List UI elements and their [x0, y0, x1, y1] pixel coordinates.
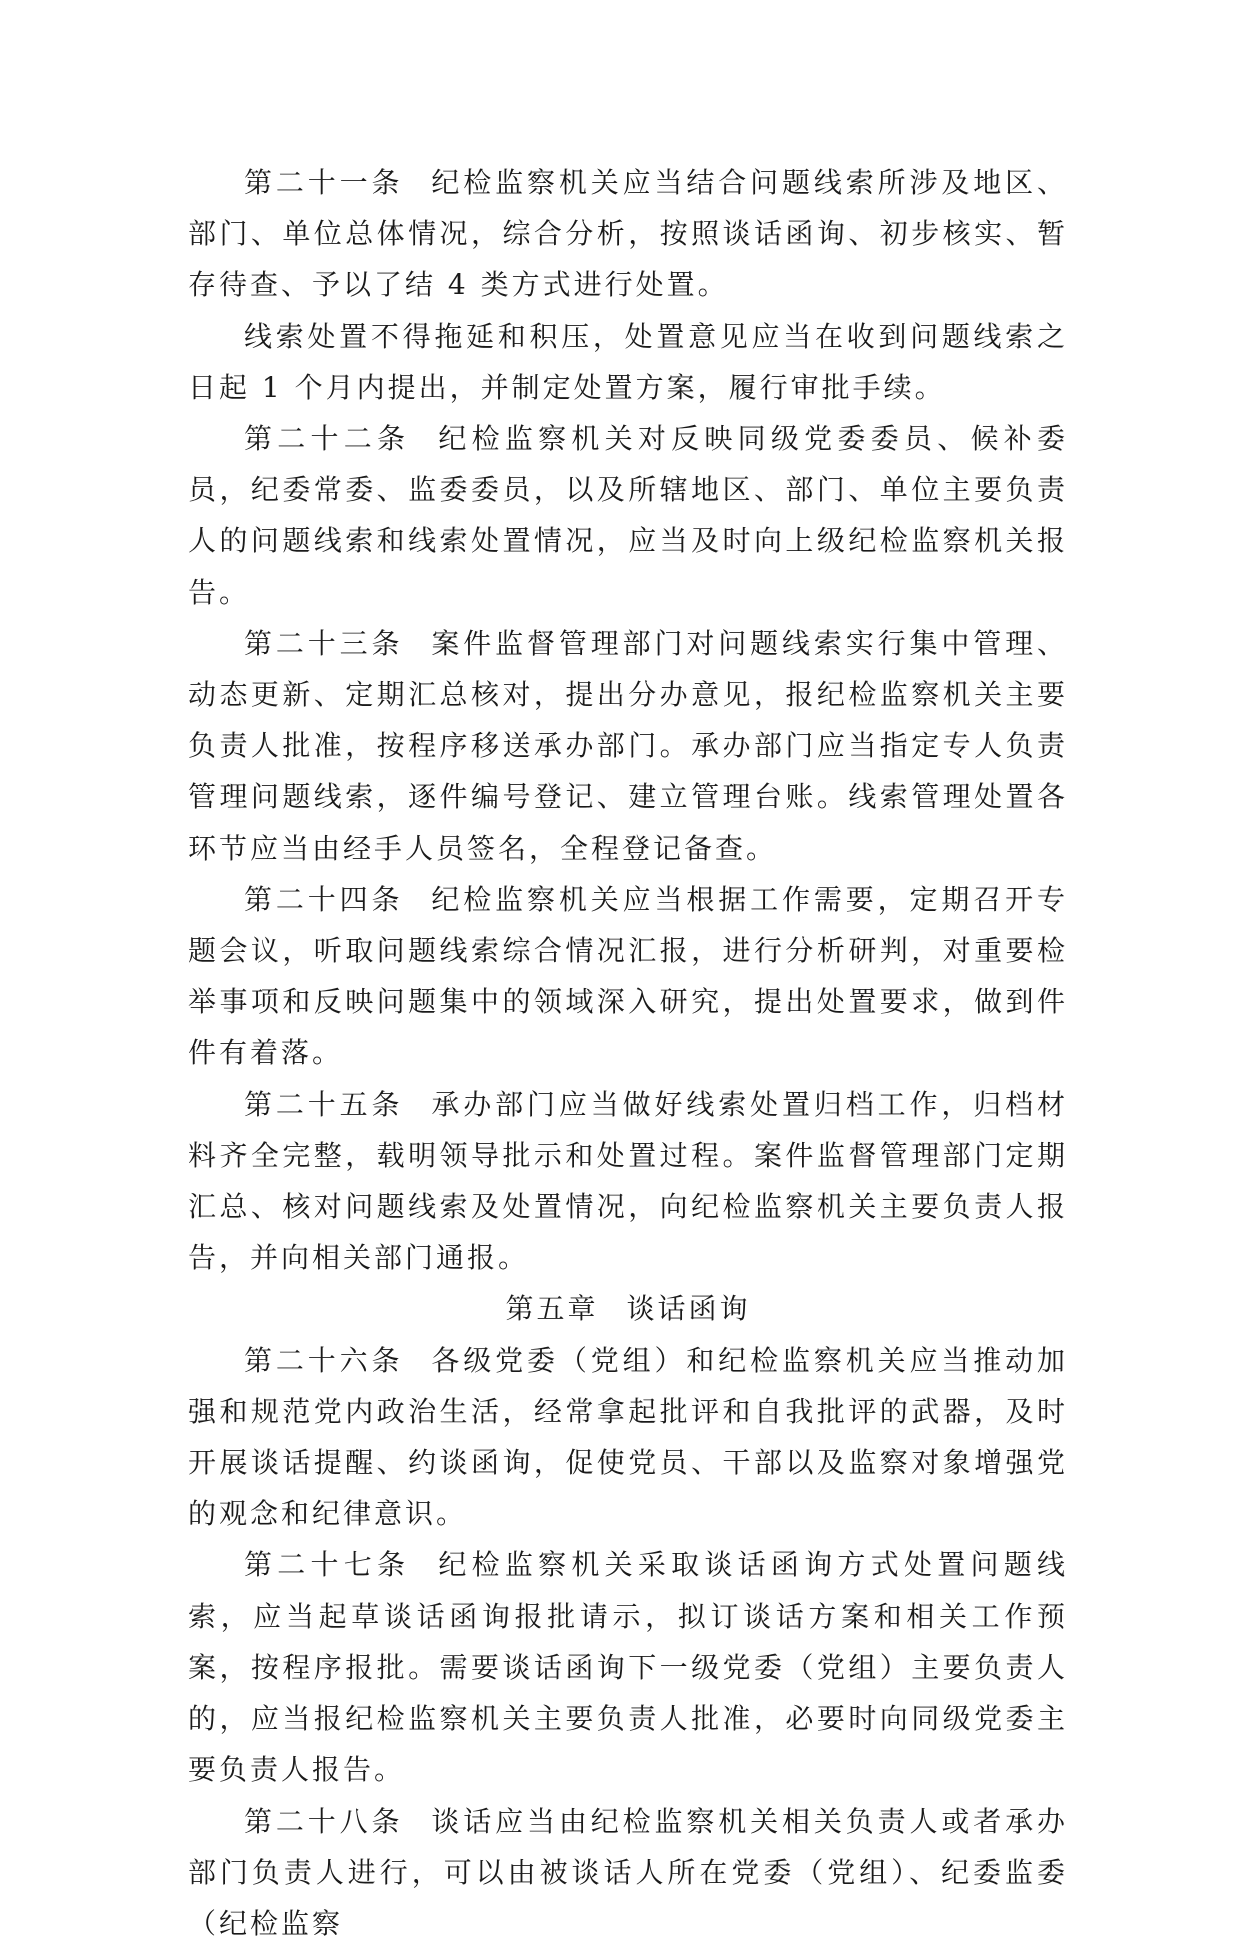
paragraph-text: 谈话应当由纪检监察机关相关负责人或者承办部门负责人进行，可以由被谈话人所在党委（党组）、纪委监委（纪检监察 [188, 1805, 1068, 1940]
paragraph-text: 各级党委（党组）和纪检监察机关应当推动加强和规范党内政治生活，经常拿起批评和自我批评的武器，及时开展谈话提醒、约谈函询，促使党员、干部以及监察对象增强党的观念和纪律意识。 [188, 1344, 1068, 1531]
chapter-title: 谈话函询 [627, 1292, 751, 1325]
paragraph-text: 纪检监察机关采取谈话函询方式处置问题线索，应当起草谈话函询报批请示，拟订谈话方案和相关工作预案，按程序报批。需要谈话函询下一级党委（党组）主要负责人的，应当报纪检监察机关主要负责人批准，必要时向同级党委主要负责人报告。 [188, 1548, 1068, 1786]
paragraph-article-21-continued [188, 311, 1068, 413]
article-number: 第二十五条 [244, 1088, 403, 1121]
paragraph-article-26 [188, 1335, 1068, 1540]
paragraph-text: 纪检监察机关应当结合问题线索所涉及地区、部门、单位总体情况，综合分析，按照谈话函询、初步核实、暂存待查、予以了结 4 类方式进行处置。 [188, 166, 1068, 301]
paragraph-article-22 [188, 413, 1068, 618]
paragraph-article-24 [188, 874, 1068, 1079]
document-body [188, 157, 1068, 1949]
chapter-heading [188, 1283, 1068, 1334]
article-number: 第二十三条 [244, 627, 403, 660]
paragraph-text: 承办部门应当做好线索处置归档工作，归档材料齐全完整，载明领导批示和处置过程。案件监督管理部门定期汇总、核对问题线索及处置情况，向纪检监察机关主要负责人报告，并向相关部门通报。 [188, 1088, 1068, 1275]
paragraph-article-25 [188, 1079, 1068, 1284]
article-number: 第二十四条 [244, 883, 403, 916]
chapter-number: 第五章 [505, 1292, 598, 1325]
article-number: 第二十六条 [244, 1344, 403, 1377]
paragraph-article-27 [188, 1539, 1068, 1795]
paragraph-text: 线索处置不得拖延和积压，处置意见应当在收到问题线索之日起 1 个月内提出，并制定处置方案，履行审批手续。 [188, 320, 1068, 404]
article-number: 第二十七条 [244, 1548, 410, 1581]
paragraph-article-23 [188, 618, 1068, 874]
paragraph-text: 纪检监察机关应当根据工作需要，定期召开专题会议，听取问题线索综合情况汇报，进行分析研判，对重要检举事项和反映问题集中的领域深入研究，提出处置要求，做到件件有着落。 [188, 883, 1068, 1070]
paragraph-article-21 [188, 157, 1068, 311]
paragraph-text: 案件监督管理部门对问题线索实行集中管理、动态更新、定期汇总核对，提出分办意见，报纪检监察机关主要负责人批准，按程序移送承办部门。承办部门应当指定专人负责管理问题线索，逐件编号登记、建立管理台账。线索管理处置各环节应当由经手人员签名，全程登记备查。 [188, 627, 1068, 865]
article-number: 第二十八条 [244, 1805, 403, 1838]
paragraph-article-28 [188, 1796, 1068, 1949]
paragraph-text: 纪检监察机关对反映同级党委委员、候补委员，纪委常委、监委委员，以及所辖地区、部门、单位主要负责人的问题线索和线索处置情况，应当及时向上级纪检监察机关报告。 [188, 422, 1068, 609]
article-number: 第二十二条 [244, 422, 410, 455]
article-number: 第二十一条 [244, 166, 403, 199]
